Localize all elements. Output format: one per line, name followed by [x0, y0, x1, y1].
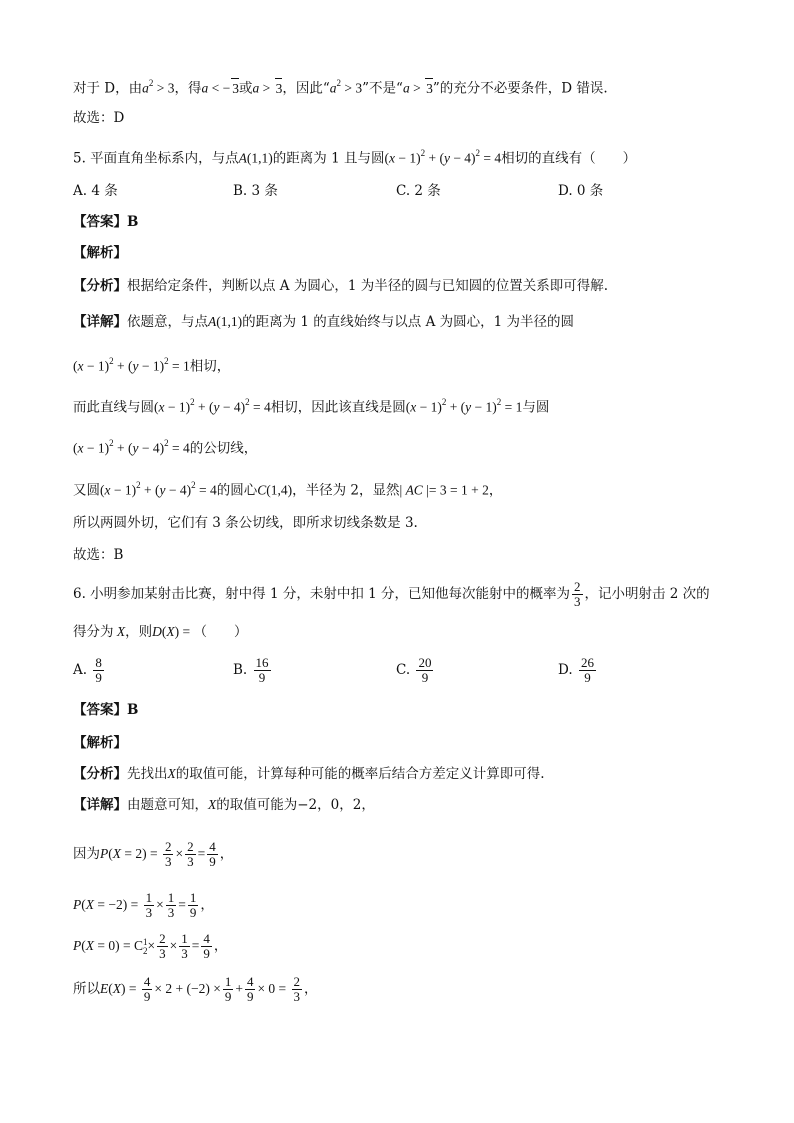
q6-xiangjie-line-2: 因为P(X = 2) = $\frac{2}{3}$ × $\frac{2}{3}$ = $\frac{4}{9}$ ， — [73, 839, 234, 869]
text: ， — [200, 897, 214, 913]
q5-option-d: D. 0 条 — [558, 183, 604, 199]
text: ， — [304, 981, 318, 997]
text: ，记小明射击 2 次的 — [584, 586, 710, 602]
q6-stem-line-2: 得分为 X，则D(X) = （ ） — [73, 624, 248, 640]
q6-xiangjie-line-3: P(X = −2) = $\frac{1}{3}$ × $\frac{1}{3}$ = $\frac{1}{9}$ ， — [73, 890, 214, 920]
text: 根据给定条件，判断以点 A 为圆心，1 为半径的圆与已知圆的位置关系即可得解. — [127, 278, 609, 294]
q5-choice: 故选：B — [73, 547, 124, 563]
label: A. — [73, 662, 88, 678]
q5-xiangjie-line-5: 又圆$(x - 1)^2 + (y - 4)^2 = 4$的圆心C(1,4)，半径为 2，显然| AC |= 3 = 1 + 2， — [73, 480, 503, 499]
text: （ ） — [193, 624, 248, 640]
q5-jiexi: 【解析】 — [73, 245, 127, 261]
text: ，则 — [125, 624, 153, 640]
text: ”的充分不必要条件，D 错误. — [432, 80, 608, 97]
text: 又圆 — [73, 482, 100, 499]
q6-option-a: A. $\frac{8}{9}$ — [73, 655, 102, 685]
text: 由题意可知， — [127, 797, 208, 813]
q6-xiangjie-line-1: 【详解】由题意可知，X的取值可能为−2，0，2， — [73, 797, 375, 813]
text: ，因此“ — [282, 80, 330, 97]
text: 5. 平面直角坐标系内，与点 — [73, 150, 239, 167]
q6-answer: 【答案】B — [73, 702, 139, 718]
q5-fenxi — [73, 276, 608, 296]
q5-xiangjie-line-3: 而此直线与圆$(x - 1)^2 + (y - 4)^2 = 4$相切，因此该直线是圆$(x - 1)^2 + (y - 1)^2 = 1$与圆 — [73, 397, 550, 416]
label: C. — [396, 662, 411, 678]
q6-stem-line-1 — [73, 580, 710, 609]
text: 的取值可能为−2，0，2， — [216, 797, 375, 813]
q5-option-c: C. 2 条 — [396, 183, 441, 199]
label: B. — [233, 662, 248, 678]
q5-option-a: A. 4 条 — [73, 183, 118, 199]
text: 的取值可能，计算每种可能的概率后结合方差定义计算即可得. — [175, 766, 545, 782]
text: 对于 D，由 — [73, 80, 143, 97]
text: 相切的直线有（ ） — [501, 150, 637, 167]
q5-xiangjie-line-6: 所以两圆外切，它们有 3 条公切线，即所求切线条数是 3. — [73, 515, 418, 531]
tag: 【详解】 — [73, 314, 127, 330]
text: 与圆 — [522, 399, 550, 416]
text: 相切， — [189, 358, 231, 375]
text: ，半径为 2，显然 — [292, 482, 400, 499]
text: 得分为 — [73, 624, 114, 640]
q5-stem: 5. 平面直角坐标系内，与点A(1,1)的距离为 1 且与圆$(x - 1)^2 + (y - 4)^2 = 4$相切的直线有（ ） — [73, 148, 637, 167]
tag: 【分析】 — [73, 766, 127, 782]
q6-xiangjie-line-5: 所以E(X) = $\frac{4}{9}$ × 2 + (−2) × $\frac{1}{9}$ + $\frac{4}{9}$ × 0 = $\frac{2}{3}$ ， — [73, 974, 318, 1004]
text: 先找出 — [127, 766, 168, 782]
text: 所以 — [73, 981, 100, 997]
q6-xiangjie-line-4: P(X = 0) = C $_{1 2}$× $\frac{2}{3}$ × $\frac{1}{3}$ = $\frac{4}{9}$ ， — [73, 931, 228, 961]
text: 6. 小明参加某射击比赛，射中得 1 分，未射中扣 1 分，已知他每次能射中的概率为 — [73, 586, 571, 602]
q6-option-d: D. $\frac{26}{9}$ — [558, 655, 594, 685]
text: 的圆心 — [216, 482, 258, 499]
q5-xiangjie-line-1: 【详解】依题意，与点A(1,1)的距离为 1 的直线始终与以点 A 为圆心，1 为半径的圆 — [73, 314, 575, 330]
q5-answer: 【答案】B — [73, 214, 139, 230]
text: 的距离为 1 且与圆 — [272, 150, 385, 167]
q6-option-b: B. $\frac{16}{9}$ — [233, 655, 269, 685]
tag: 【分析】 — [73, 278, 127, 294]
text: 依题意，与点 — [127, 314, 208, 330]
text: 相切，因此该直线是圆 — [270, 399, 406, 416]
d-option-conclusion: 对于 D，由$a^2 > 3$，得a < − 3或a > 3，因此“$a^2 > 3$”不是“a > 3”的充分不必要条件，D 错误. — [73, 78, 608, 97]
q5-xiangjie-line-2: $(x - 1)^2 + (y - 1)^2 = 1$相切， — [73, 356, 231, 375]
text: ”不是“ — [362, 80, 403, 97]
text: 而此直线与圆 — [73, 399, 154, 416]
q6-option-c: C. $\frac{20}{9}$ — [396, 655, 432, 685]
text: ，得 — [174, 80, 202, 97]
q6-jiexi: 【解析】 — [73, 735, 127, 751]
q5-xiangjie-line-4: $(x - 1)^2 + (y - 4)^2 = 4$的公切线， — [73, 438, 258, 457]
text: 的公切线， — [189, 440, 258, 457]
q5-option-b: B. 3 条 — [233, 183, 278, 199]
text: 的距离为 1 的直线始终与以点 A 为圆心，1 为半径的圆 — [242, 314, 575, 330]
label: D. — [558, 662, 573, 678]
text: 因为 — [73, 846, 100, 862]
tag: 【详解】 — [73, 797, 127, 813]
fraction-2-3: $\frac{2}{3}$ — [574, 579, 581, 609]
text: 或 — [238, 80, 253, 97]
text: ， — [219, 846, 234, 862]
prev-choice: 故选：D — [73, 110, 125, 126]
text: ， — [488, 482, 503, 499]
q6-fenxi: 【分析】先找出X的取值可能，计算每种可能的概率后结合方差定义计算即可得. — [73, 766, 545, 782]
text: ， — [213, 938, 228, 954]
